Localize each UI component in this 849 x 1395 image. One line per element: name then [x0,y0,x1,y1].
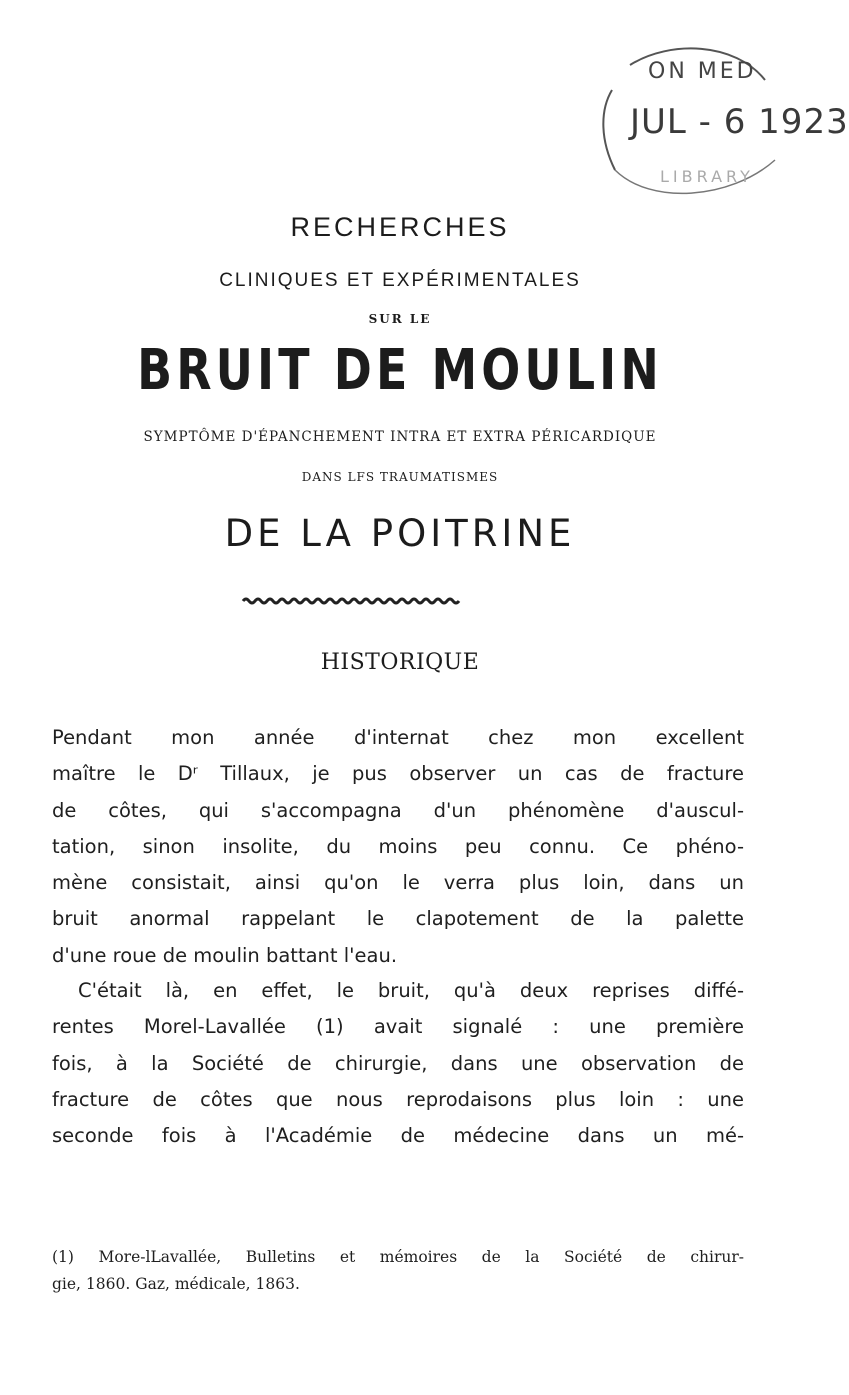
text-line: maître le Dʳ Tillaux, je pus observer un cas de fracture [52,762,744,786]
subtitle-traumatismes: DANS LFS TRAUMATISMES [301,470,499,484]
text-line: de côtes, qui s'accompagna d'un phénomène d'auscul- [52,798,744,822]
footnote [52,1244,744,1298]
text-line: rentes Morel-Lavallée (1) avait signalé : une première [52,1015,744,1039]
title-poitrine: DE LA POITRINE [224,512,576,555]
stamp-bottom-text: LIBRARY [660,167,754,186]
text-line: seconde fois à l'Académie de médecine dans un mé- [52,1124,744,1148]
text-line: fois, à la Société de chirurgie, dans une observation de [52,1051,744,1075]
stamp-arc-text: ON MED [648,59,757,84]
heading-cliniques: CLINIQUES ET EXPÉRIMENTALES [219,270,581,291]
text-line: d'une roue de moulin battant l'eau. [52,943,398,967]
footnote-line: (1) More-lLavallée, Bulletins et mémoires de la Société de chirur- [52,1248,744,1266]
text-line: fracture de côtes que nous reprodaisons plus loin : une [52,1087,744,1111]
paragraph-2 [52,973,744,1154]
subtitle-symptome: SYMPTÔME D'ÉPANCHEMENT INTRA ET EXTRA PÉRICARDIQUE [143,429,657,445]
text-line: tation, sinon insolite, du moins peu connu. Ce phéno- [52,834,744,858]
text-line: bruit anormal rappelant le clapotement de la palette [52,907,744,931]
library-stamp [560,20,849,220]
text-line: Pendant mon année d'internat chez mon excellent [52,726,744,749]
wavy-rule-ornament [243,597,459,605]
section-heading-historique: HISTORIQUE [320,650,480,675]
footnote-line: gie, 1860. Gaz, médicale, 1863. [52,1275,300,1293]
text-line: mène consistait, ainsi qu'on le verra plus loin, dans un [52,871,744,895]
heading-recherches: RECHERCHES [290,212,510,242]
stamp-date: JUL - 6 1923 [630,102,849,142]
heading-sur-le: SUR LE [368,312,432,326]
paragraph-1 [52,720,744,974]
main-title: BRUIT DE MOULIN [137,338,663,403]
text-line: C'était là, en effet, le bruit, qu'à deux reprises diffé- [78,979,744,1002]
